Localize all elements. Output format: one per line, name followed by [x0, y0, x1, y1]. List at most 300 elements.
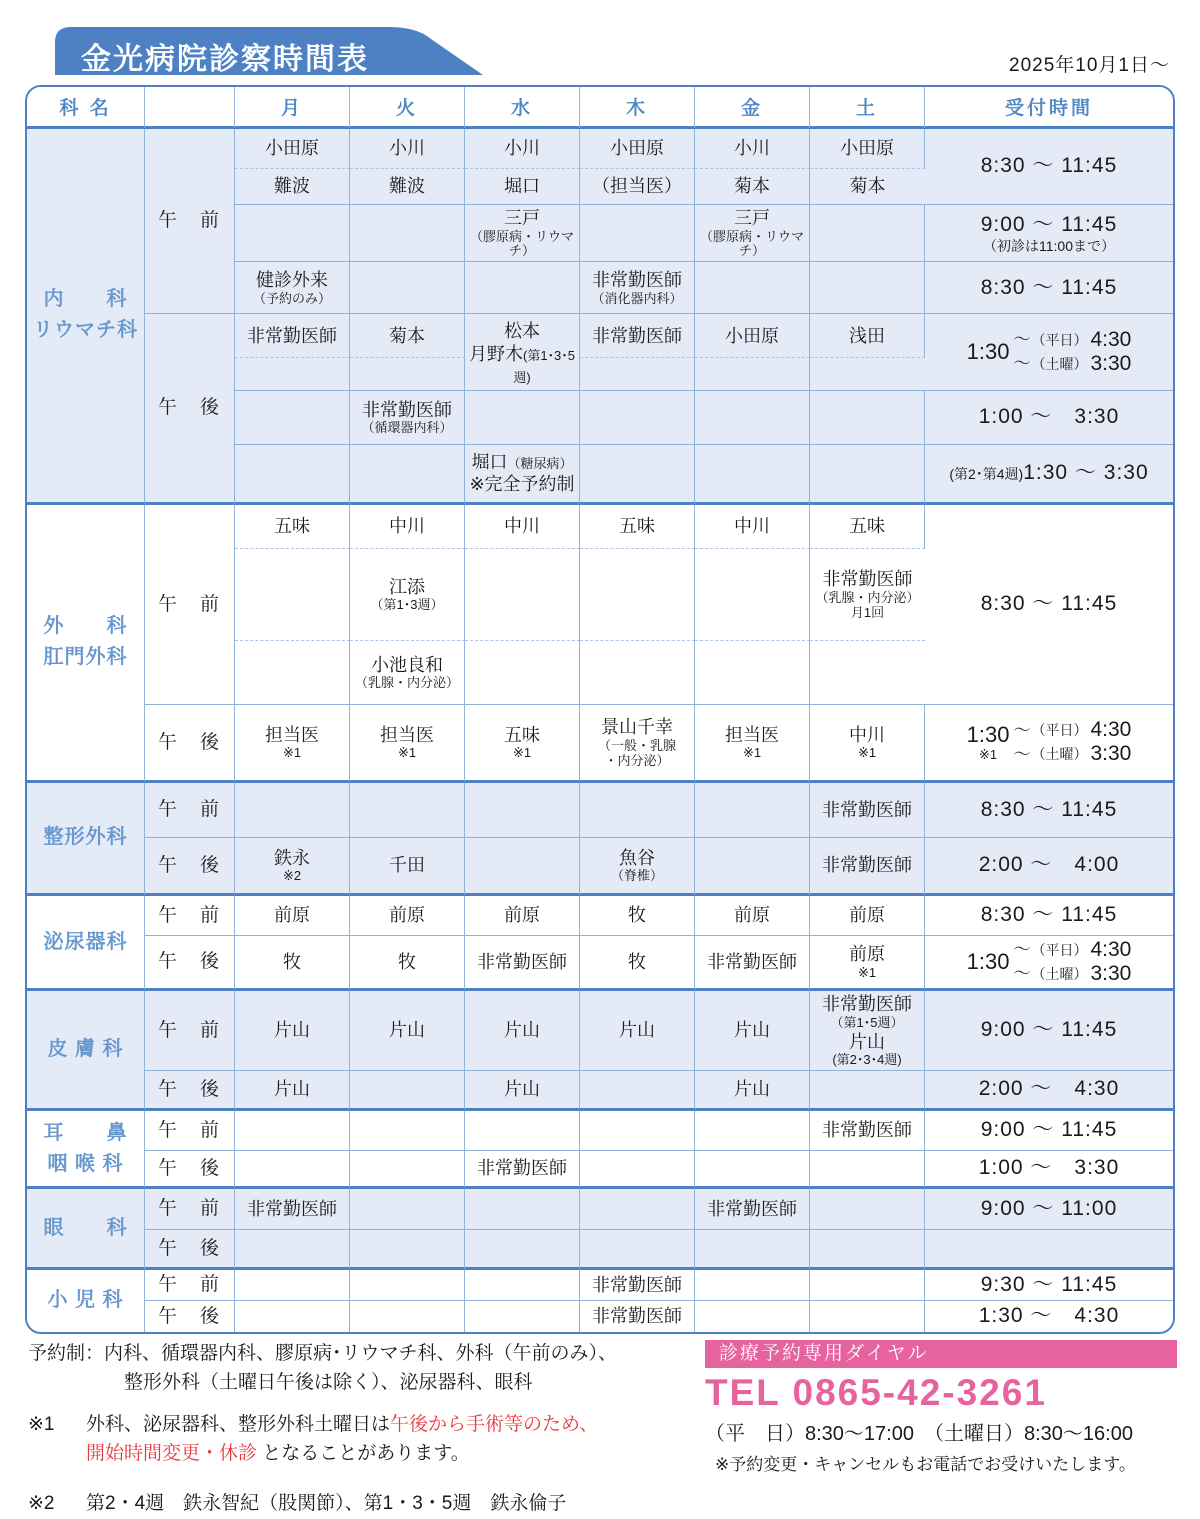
tilde-icon: 〜 [1013, 354, 1031, 374]
cell-line: 片山 [274, 1079, 310, 1100]
cell-line: 牧 [628, 905, 646, 926]
cell-line [466, 343, 578, 388]
cell-geka-1-0-0 [235, 705, 350, 783]
cell-naika-1-1-4 [695, 358, 810, 390]
cell-hinyokika-1-0-2 [465, 936, 580, 991]
row-geka-1-0 [27, 705, 1173, 783]
cell-line: ※1 [857, 964, 877, 980]
cell-jibika-0-0-1 [350, 1111, 465, 1151]
cell-hifuka-1-0-2 [465, 1071, 580, 1111]
cell-line: 担当医 [265, 724, 319, 745]
row-hifuka-1-0 [27, 1071, 1173, 1111]
row-seikei-0-0 [27, 783, 1173, 838]
cell-geka-0-2-1 [350, 641, 465, 705]
time-geka-1-0 [925, 705, 1173, 783]
phone-box [705, 1340, 1177, 1475]
time-line [926, 1196, 1172, 1222]
cell-jibika-0-0-4 [695, 1111, 810, 1151]
cell-ganka-1-0-3 [580, 1230, 695, 1270]
cell-naika-1-0-5 [810, 314, 925, 358]
note-1-text [86, 1411, 598, 1468]
schedule-table [27, 87, 1173, 1332]
time-line [926, 404, 1172, 430]
time-start-col [967, 341, 1010, 363]
dept-ganka [27, 1189, 145, 1270]
dept-line: 小 児 科 [47, 1289, 124, 1312]
time-ganka-0-0 [925, 1189, 1173, 1230]
time-value: 8:30 〜 11:45 [980, 903, 1118, 927]
cell-naika-0-3-3 [580, 262, 695, 314]
cell-line: 小川 [504, 138, 540, 159]
cell-line: （第1･5週） [830, 1014, 904, 1030]
cell-geka-1-0-4 [695, 705, 810, 783]
cell-geka-0-2-2 [465, 641, 580, 705]
cell-line: 小田原 [265, 138, 319, 159]
cell-line: 小川 [389, 138, 425, 159]
time-value: 9:00 〜 11:45 [980, 1018, 1118, 1042]
time-line [926, 591, 1172, 617]
cell-naika-0-2-2 [465, 205, 580, 262]
row-hifuka-0-0 [27, 991, 1173, 1071]
cell-naika-0-0-5 [810, 129, 925, 169]
cell-seikei-1-0-4 [695, 838, 810, 896]
time-split [926, 718, 1172, 766]
tilde-icon: 〜 [1013, 720, 1031, 740]
dept-shonika [27, 1270, 145, 1332]
dept-line: 整形外科 [43, 826, 128, 849]
cell-line: 菊本 [849, 176, 886, 197]
footer-notes [28, 1340, 698, 1519]
time-value: 2:00 〜 4:00 [978, 853, 1120, 877]
cell-line: （循環器内科） [361, 420, 453, 436]
cell-line: 非常勤医師 [822, 855, 912, 876]
cell-line: 非常勤医師 [362, 399, 452, 420]
cell-line: 菊本 [389, 325, 425, 346]
phone-hours: （平 日）8:30〜17:00 （土曜日）8:30〜16:00 [705, 1423, 1133, 1445]
cell-geka-1-0-1 [350, 705, 465, 783]
time-value: 1:30 〜 4:30 [978, 1304, 1120, 1328]
cell-line: 難波 [389, 176, 425, 197]
row-ganka-0-0 [27, 1189, 1173, 1230]
time-day-label: （土曜） [1031, 356, 1088, 373]
cell-geka-0-0-5 [810, 505, 925, 549]
cell-jibika-1-0-1 [350, 1151, 465, 1189]
cell-line: （乳腺・内分泌） [354, 675, 459, 691]
cell-line: ※完全予約制 [469, 474, 575, 495]
cell-line: （第1･3週） [370, 597, 444, 613]
cell-line: （予約のみ） [252, 290, 331, 306]
tilde-icon: 〜 [1013, 964, 1031, 984]
note-1-part-a: 外科、泌尿器科、整形外科土曜日は [86, 1414, 391, 1435]
row-shonika-1-0 [27, 1301, 1173, 1331]
cell-line: 前原 [389, 905, 425, 926]
cell-hifuka-1-0-5 [810, 1071, 925, 1111]
row-naika-1-0 [27, 314, 1173, 358]
period-shonika-1: 午 後 [145, 1301, 235, 1331]
cell-geka-0-2-3 [580, 641, 695, 705]
cell-line: 五味 [274, 516, 310, 537]
cell-line: 前原 [274, 905, 310, 926]
cell-hinyokika-0-0-2 [465, 896, 580, 936]
tilde-icon: 〜 [1013, 330, 1031, 350]
section-naika [27, 129, 1173, 505]
cell-seikei-0-0-3 [580, 783, 695, 838]
cell-geka-0-2-0 [235, 641, 350, 705]
cell-hifuka-0-0-2 [465, 991, 580, 1071]
cell-line: 非常勤医師 [477, 951, 567, 972]
cell-line: 片山 [734, 1020, 770, 1041]
cell-line: 非常勤医師 [822, 799, 912, 820]
cell-naika-0-1-1 [350, 169, 465, 205]
col-header-8: 受付時間 [925, 87, 1173, 129]
time-naika-0-3 [925, 262, 1173, 314]
cell-geka-1-0-3 [580, 705, 695, 783]
section-hifuka [27, 991, 1173, 1111]
section-geka [27, 505, 1173, 783]
period-seikei-1: 午 後 [145, 838, 235, 896]
cell-shonika-1-0-1 [350, 1301, 465, 1331]
cell-naika-1-3-0 [235, 445, 350, 505]
time-value: 4:30 [1090, 327, 1132, 351]
cell-line: 月1回 [850, 604, 885, 620]
cell-hifuka-0-0-4 [695, 991, 810, 1071]
time-split-row-0 [1012, 718, 1131, 742]
cell-line: 五味 [619, 516, 655, 537]
cell-note: (第1･3･5週) [513, 347, 576, 386]
cell-naika-0-0-1 [350, 129, 465, 169]
cell-line: 片山 [504, 1020, 540, 1041]
time-shonika-0-0 [925, 1270, 1173, 1301]
cell-naika-1-1-5 [810, 358, 925, 390]
cell-naika-0-3-1 [350, 262, 465, 314]
cell-line: 中川 [734, 516, 770, 537]
cell-line: 非常勤医師 [822, 1120, 912, 1141]
cell-naika-0-0-0 [235, 129, 350, 169]
time-split-row-0 [1012, 328, 1131, 352]
reservation-line-1: 予約制：内科、循環器内科、膠原病･リウマチ科、外科（午前のみ）、 [28, 1343, 618, 1364]
cell-naika-0-2-5 [810, 205, 925, 262]
cell-naika-0-0-2 [465, 129, 580, 169]
cell-geka-0-2-5 [810, 641, 925, 705]
cell-naika-1-3-4 [695, 445, 810, 505]
cell-geka-1-0-5 [810, 705, 925, 783]
cell-seikei-1-0-2 [465, 838, 580, 896]
cell-naika-1-0-1 [350, 314, 465, 358]
time-line [926, 1017, 1172, 1043]
time-start-col [967, 951, 1010, 973]
cell-line: ※1 [742, 745, 762, 761]
cell-line: 牧 [628, 951, 646, 972]
time-split-row-1 [1012, 962, 1131, 986]
cell-line: 小田原 [610, 138, 664, 159]
time-line [926, 212, 1172, 238]
cell-naika-0-3-4 [695, 262, 810, 314]
cell-shonika-1-0-2 [465, 1301, 580, 1331]
cell-line: 小田原 [840, 138, 894, 159]
note-2-text: 第2・4週 鉄永智紀（股関節）、第1・3・5週 鉄永倫子 [86, 1493, 567, 1514]
cell-naika-0-3-5 [810, 262, 925, 314]
cell-seikei-1-0-3 [580, 838, 695, 896]
phone-banner: 診療予約専用ダイヤル [705, 1340, 1177, 1368]
cell-hinyokika-1-0-3 [580, 936, 695, 991]
cell-line: 非常勤医師 [477, 1158, 567, 1179]
period-jibika-1: 午 後 [145, 1151, 235, 1189]
schedule-header [27, 87, 1173, 129]
cell-ganka-1-0-1 [350, 1230, 465, 1270]
cell-geka-0-1-4 [695, 549, 810, 641]
time-day-label: （土曜） [1031, 966, 1088, 983]
time-naika-0-0 [925, 129, 1173, 205]
period-ganka-1: 午 後 [145, 1230, 235, 1270]
cell-main: 堀口 [471, 451, 508, 472]
period-hifuka-0: 午 前 [145, 991, 235, 1071]
col-header-3: 火 [350, 87, 465, 129]
period-hinyokika-1: 午 後 [145, 936, 235, 991]
time-split [926, 938, 1172, 986]
cell-naika-1-2-0 [235, 391, 350, 445]
cell-line: 前原 [849, 905, 885, 926]
cell-hinyokika-1-0-0 [235, 936, 350, 991]
cell-line: 三戸 [734, 208, 770, 228]
cell-naika-0-0-4 [695, 129, 810, 169]
cell-shonika-0-0-2 [465, 1270, 580, 1301]
cell-hinyokika-1-0-4 [695, 936, 810, 991]
cell-shonika-1-0-5 [810, 1301, 925, 1331]
cell-line: 片山 [504, 1079, 540, 1100]
time-hinyokika-1-0 [925, 936, 1173, 991]
dept-line: 泌尿器科 [43, 930, 128, 953]
cell-hifuka-0-0-1 [350, 991, 465, 1071]
row-jibika-0-0 [27, 1111, 1173, 1151]
section-ganka [27, 1189, 1173, 1270]
cell-seikei-0-0-2 [465, 783, 580, 838]
time-sub: （初診は11:00まで） [983, 237, 1115, 254]
row-shonika-0-0 [27, 1270, 1173, 1301]
cell-naika-1-0-0 [235, 314, 350, 358]
cell-naika-0-1-5 [810, 169, 925, 205]
cell-jibika-1-0-5 [810, 1151, 925, 1189]
time-day-label: （平日） [1031, 332, 1088, 348]
cell-line: 魚谷 [619, 847, 655, 868]
note-1-label: ※1 [28, 1414, 55, 1435]
cell-line: 非常勤医師 [592, 1274, 682, 1295]
cell-line: 江添 [389, 576, 425, 597]
cell-line: ※1 [282, 745, 302, 761]
cell-line: 松本 [504, 321, 540, 342]
cell-shonika-0-0-1 [350, 1270, 465, 1301]
cell-note: （糖尿病） [507, 455, 573, 471]
cell-naika-1-3-3 [580, 445, 695, 505]
cell-line: 景山千幸 [601, 717, 673, 738]
cell-line: 担当医 [380, 724, 434, 745]
cell-naika-0-3-2 [465, 262, 580, 314]
row-naika-0-0 [27, 129, 1173, 169]
note-2 [28, 1490, 698, 1519]
cell-jibika-1-0-4 [695, 1151, 810, 1189]
cell-line: 中川 [504, 516, 540, 537]
cell-line: 非常勤医師 [592, 270, 682, 291]
cell-hifuka-1-0-1 [350, 1071, 465, 1111]
cell-line: 三戸 [504, 208, 540, 228]
cell-naika-1-2-4 [695, 391, 810, 445]
cell-line: ・内分泌） [604, 752, 670, 768]
cell-line: 非常勤医師 [592, 1306, 682, 1327]
cell-shonika-1-0-4 [695, 1301, 810, 1331]
time-value: 4:30 [1090, 937, 1132, 961]
time-naika-1-0 [925, 314, 1173, 391]
cell-geka-0-0-0 [235, 505, 350, 549]
section-seikei [27, 783, 1173, 896]
time-naika-0-2 [925, 205, 1173, 262]
cell-line: 片山 [389, 1020, 425, 1041]
time-value: 8:30 〜 11:45 [980, 275, 1118, 299]
cell-line: 中川 [389, 516, 425, 537]
cell-ganka-0-0-4 [695, 1189, 810, 1230]
period-hinyokika-0: 午 前 [145, 896, 235, 936]
dept-line: 耳 鼻 [43, 1121, 128, 1144]
cell-line: 非常勤医師 [822, 569, 913, 590]
dept-seikei [27, 783, 145, 896]
cell-seikei-1-0-1 [350, 838, 465, 896]
cell-hinyokika-0-0-5 [810, 896, 925, 936]
time-naika-1-2 [925, 391, 1173, 445]
time-geka-0-0 [925, 505, 1173, 705]
cell-line: 非常勤医師 [247, 325, 337, 346]
cell-line: 非常勤医師 [707, 951, 797, 972]
note-1-part-b: 午後から手術等のため、 [390, 1414, 599, 1435]
cell-seikei-0-0-5 [810, 783, 925, 838]
cell-line: 非常勤医師 [707, 1198, 797, 1219]
cell-seikei-0-0-1 [350, 783, 465, 838]
cell-naika-0-2-4 [695, 205, 810, 262]
cell-line: 鉄永 [274, 847, 310, 868]
cell-line: 片山 [734, 1079, 770, 1100]
row-jibika-1-0 [27, 1151, 1173, 1189]
dept-hinyokika [27, 896, 145, 991]
time-naika-1-3 [925, 445, 1173, 505]
cell-naika-1-0-2 [465, 314, 580, 391]
cell-naika-1-2-5 [810, 391, 925, 445]
cell-ganka-1-0-5 [810, 1230, 925, 1270]
cell-geka-0-1-1 [350, 549, 465, 641]
cell-jibika-1-0-2 [465, 1151, 580, 1189]
cell-line: 前原 [734, 905, 770, 926]
cell-shonika-1-0-3 [580, 1301, 695, 1331]
dept-hifuka [27, 991, 145, 1111]
dept-line: リウマチ科 [33, 319, 138, 342]
time-line [926, 1155, 1172, 1181]
tilde-icon: 〜 [1013, 744, 1031, 764]
cell-ganka-0-0-1 [350, 1189, 465, 1230]
cell-ganka-0-0-2 [465, 1189, 580, 1230]
time-line [926, 153, 1172, 179]
cell-geka-0-2-4 [695, 641, 810, 705]
cell-line: 片山 [619, 1020, 655, 1041]
time-value: 8:30 〜 11:45 [980, 592, 1118, 616]
title-banner [55, 27, 483, 75]
time-line [926, 460, 1172, 486]
cell-line: （消化器内科） [591, 290, 683, 306]
cell-line: ※1 [397, 745, 417, 761]
schedule-table-wrap [25, 85, 1175, 1334]
note-2-label: ※2 [28, 1493, 55, 1514]
cell-shonika-0-0-5 [810, 1270, 925, 1301]
row-ganka-1-0 [27, 1230, 1173, 1270]
time-day-label: （平日） [1031, 941, 1088, 958]
cell-naika-1-1-0 [235, 358, 350, 390]
cell-naika-1-2-3 [580, 391, 695, 445]
section-jibika [27, 1111, 1173, 1189]
cell-line: （膠原病・リウマチ） [469, 228, 574, 259]
cell-jibika-0-0-2 [465, 1111, 580, 1151]
time-value: 9:30 〜 11:45 [980, 1273, 1118, 1297]
time-shonika-1-0 [925, 1301, 1173, 1331]
time-ganka-1-0 [925, 1230, 1173, 1270]
dept-jibika [27, 1111, 145, 1189]
cell-shonika-0-0-4 [695, 1270, 810, 1301]
cell-ganka-0-0-0 [235, 1189, 350, 1230]
row-seikei-1-0 [27, 838, 1173, 896]
time-value: 3:30 [1090, 962, 1132, 986]
period-geka-0: 午 前 [145, 505, 235, 705]
cell-naika-1-1-1 [350, 358, 465, 390]
cell-hinyokika-0-0-1 [350, 896, 465, 936]
col-header-2: 月 [235, 87, 350, 129]
time-start: 1:30 [966, 949, 1010, 975]
cell-line: 非常勤医師 [247, 1198, 337, 1219]
cell-naika-0-1-0 [235, 169, 350, 205]
time-jibika-0-0 [925, 1111, 1173, 1151]
reservation-note [28, 1340, 698, 1397]
period-jibika-0: 午 前 [145, 1111, 235, 1151]
cell-naika-0-2-0 [235, 205, 350, 262]
cell-naika-1-1-3 [580, 358, 695, 390]
cell-line [466, 451, 578, 474]
cell-ganka-1-0-2 [465, 1230, 580, 1270]
cell-naika-1-0-3 [580, 314, 695, 358]
cell-line: 非常勤医師 [592, 325, 682, 346]
cell-line: 五味 [849, 516, 885, 537]
cell-line: （乳腺・内分泌） [815, 589, 920, 605]
time-split-row-1 [1012, 352, 1131, 376]
cell-seikei-1-0-0 [235, 838, 350, 896]
cell-hinyokika-0-0-0 [235, 896, 350, 936]
time-line [926, 1303, 1172, 1329]
dept-line: 肛門外科 [43, 646, 128, 669]
cell-line: (第2･3･4週) [832, 1052, 902, 1068]
tilde-icon: 〜 [1013, 940, 1031, 960]
time-day-label: （土曜） [1031, 746, 1088, 763]
cell-line: 難波 [274, 176, 310, 197]
cell-geka-0-1-2 [465, 549, 580, 641]
cell-line: 小川 [734, 138, 770, 159]
time-start: 1:30 [966, 721, 1010, 747]
time-hifuka-1-0 [925, 1071, 1173, 1111]
cell-geka-0-0-2 [465, 505, 580, 549]
time-value: 1:00 〜 3:30 [978, 405, 1120, 429]
time-value: 1:30 〜 3:30 [1023, 461, 1149, 485]
phone-number: TEL 0865-42-3261 [705, 1372, 1047, 1413]
time-line [926, 1076, 1172, 1102]
period-naika-0: 午 前 [145, 129, 235, 314]
cell-geka-0-1-5 [810, 549, 925, 641]
time-line [926, 1117, 1172, 1143]
cell-hinyokika-1-0-1 [350, 936, 465, 991]
cell-jibika-1-0-0 [235, 1151, 350, 1189]
cell-naika-0-2-1 [350, 205, 465, 262]
cell-naika-0-1-2 [465, 169, 580, 205]
cell-line: 片山 [849, 1031, 885, 1052]
